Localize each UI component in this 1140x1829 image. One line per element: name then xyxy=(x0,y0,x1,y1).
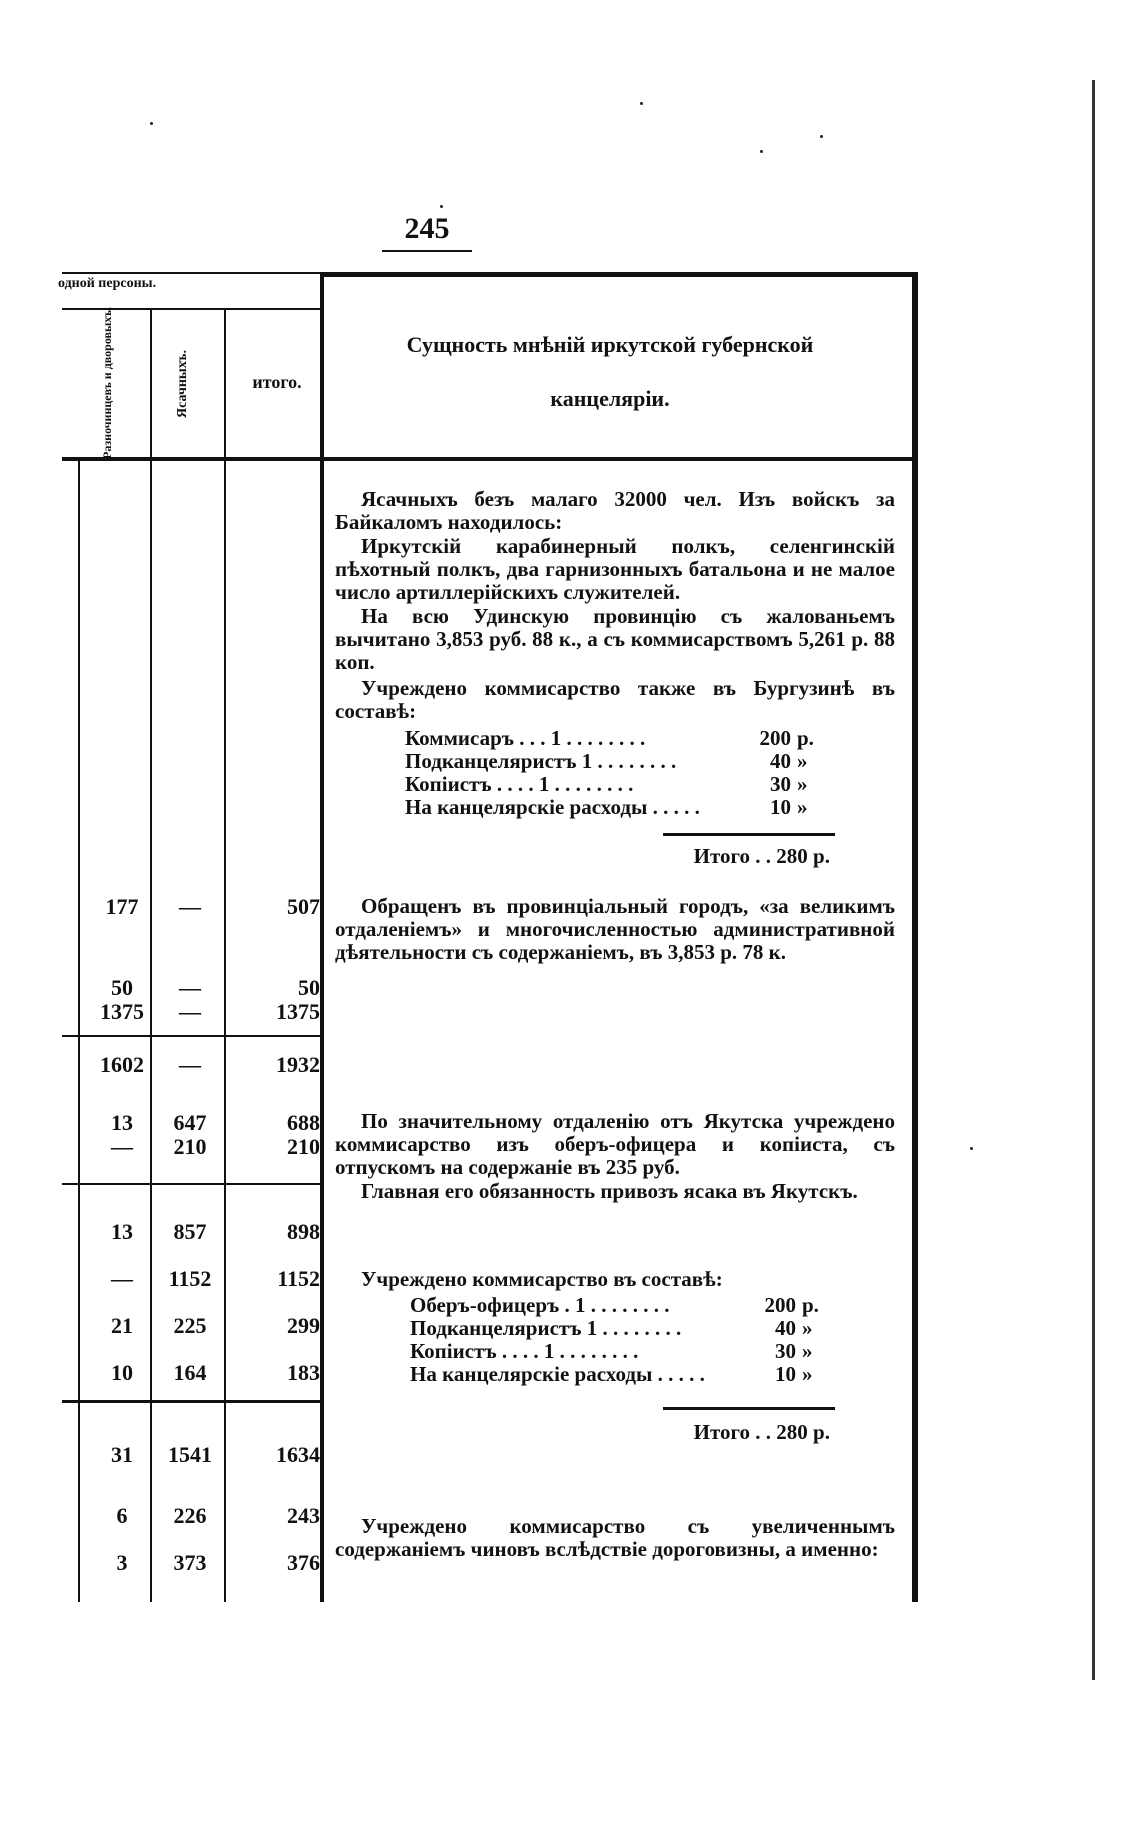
budget1-unit: » xyxy=(797,795,808,819)
row-5-c1: 13 xyxy=(111,1110,133,1135)
budget2-row xyxy=(410,1317,830,1340)
row-12-c1: 6 xyxy=(116,1503,128,1528)
row-4-c3: 1932 xyxy=(276,1052,320,1077)
row-10-c3: 183 xyxy=(287,1360,320,1385)
table-top-rule xyxy=(320,272,916,277)
budget1-amount: 40 xyxy=(770,749,791,773)
row-3-c1: 1375 xyxy=(100,999,144,1024)
divider-col1 xyxy=(150,310,152,1602)
row-3-c3: 1375 xyxy=(276,999,320,1024)
divider-col2 xyxy=(224,310,226,1602)
left-border xyxy=(78,460,80,1602)
scan-speck xyxy=(970,1147,973,1150)
budget1-amount: 30 xyxy=(770,772,791,796)
divider-text-column xyxy=(320,274,324,1602)
row-8-c3: 1152 xyxy=(277,1266,320,1291)
row-2-c3: 50 xyxy=(298,975,320,1000)
paragraph-4: Учреждено коммисарство также въ Бургузинѣ въ составѣ: xyxy=(335,676,895,723)
row-13-c3: 376 xyxy=(287,1550,320,1575)
row-6-c3: 210 xyxy=(287,1134,320,1159)
budget1-unit: р. xyxy=(797,726,814,750)
scan-speck xyxy=(760,150,763,153)
row-2-c2: — xyxy=(179,975,201,1000)
page-number-rule xyxy=(382,250,472,252)
budget-table-1 xyxy=(405,727,825,819)
total-rule-1 xyxy=(663,833,835,836)
budget2-label: На канцелярскiе расходы . . . . . xyxy=(410,1363,705,1386)
row-8-c1: — xyxy=(111,1266,133,1291)
row-7-c1: 13 xyxy=(111,1219,133,1244)
row-8-c2: 1152 xyxy=(168,1266,212,1291)
total-rule-2 xyxy=(663,1407,835,1410)
paragraph-6: По значительному отдаленiю отъ Якутска учреждено коммисарство изъ оберъ-офицера и копiиста, съ отпускомъ на содержанiе въ 235 руб. xyxy=(335,1109,895,1179)
budget2-label: Копiистъ . . . . 1 . . . . . . . . xyxy=(410,1340,639,1363)
row-12-c2: 226 xyxy=(173,1503,207,1528)
budget1-unit: » xyxy=(797,749,808,773)
row-13-c1: 3 xyxy=(116,1550,128,1575)
budget2-unit: » xyxy=(802,1316,813,1340)
budget2-amount: 30 xyxy=(775,1339,796,1363)
row-1-c2: — xyxy=(179,894,201,919)
row-9-c3: 299 xyxy=(287,1313,320,1338)
paragraph-7: Главная его обязанность привозъ ясака въ Якутскъ. xyxy=(361,1179,858,1203)
budget1-row xyxy=(405,750,825,773)
row-5-c2: 647 xyxy=(173,1110,207,1135)
paragraph-3: На всю Удинскую провинцiю съ жалованьемъ вычитано 3,853 руб. 88 к., а съ коммисарствомъ 5,261 р. 88 коп. xyxy=(335,604,895,674)
row-6-c1: — xyxy=(111,1134,133,1159)
section-rule-2 xyxy=(62,1183,320,1185)
left-header-top-rule xyxy=(62,272,320,274)
budget1-amount: 200 xyxy=(759,726,791,750)
budget1-amount: 10 xyxy=(770,795,791,819)
col3-header: итого. xyxy=(252,372,302,392)
row-10-c2: 164 xyxy=(173,1360,207,1385)
row-7-c3: 898 xyxy=(287,1219,320,1244)
budget2-row xyxy=(410,1340,830,1363)
total-1: Итого . . 280 р. xyxy=(693,844,830,868)
scan-speck xyxy=(150,122,153,125)
row-5-c3: 688 xyxy=(287,1110,320,1135)
budget1-unit: » xyxy=(797,772,808,796)
row-10-c1: 10 xyxy=(111,1360,133,1385)
scan-speck xyxy=(640,102,643,105)
budget1-row xyxy=(405,727,825,750)
budget2-amount: 200 xyxy=(764,1293,796,1317)
row-7-c2: 857 xyxy=(173,1219,207,1244)
page-number: 245 xyxy=(404,212,450,245)
col1-header: Разночинцевъ и дворовыхъ. xyxy=(100,307,114,459)
budget1-row xyxy=(405,796,825,819)
budget2-label: Оберъ-офицеръ . 1 . . . . . . . . xyxy=(410,1294,670,1317)
budget1-row xyxy=(405,773,825,796)
row-9-c2: 225 xyxy=(173,1313,207,1338)
row-6-c2: 210 xyxy=(173,1134,207,1159)
budget2-label: Подканцеляристъ 1 . . . . . . . . xyxy=(410,1317,682,1340)
right-border xyxy=(912,272,918,1602)
column-title xyxy=(330,318,890,426)
row-11-c2: 1541 xyxy=(168,1442,212,1467)
budget1-label: Копiистъ . . . . 1 . . . . . . . . xyxy=(405,773,634,796)
budget1-label: На канцелярскiе расходы . . . . . xyxy=(405,796,700,819)
budget2-amount: 40 xyxy=(775,1316,796,1340)
scan-speck xyxy=(440,205,443,208)
row-3-c2: — xyxy=(179,999,201,1024)
paragraph-9: Учреждено коммисарство съ увеличеннымъ содержанiемъ чиновъ вслѣдствiе дороговизны, а именно: xyxy=(335,1514,895,1561)
col2-header: Ясачныхъ. xyxy=(175,350,190,418)
row-12-c3: 243 xyxy=(287,1503,320,1528)
paragraph-1: Ясачныхъ безъ малаго 32000 чел. Изъ войскъ за Байкаломъ находилось: xyxy=(335,487,895,534)
budget1-label: Коммисаръ . . . 1 . . . . . . . . xyxy=(405,727,646,750)
scan-speck xyxy=(820,135,823,138)
budget2-row xyxy=(410,1294,830,1317)
budget2-unit: » xyxy=(802,1362,813,1386)
section-rule-3 xyxy=(62,1400,320,1403)
row-1-c3: 507 xyxy=(287,894,320,919)
paragraph-2: Иркутскiй карабинерный полкъ, селенгинскiй пѣхотный полкъ, два гарнизонныхъ батальона и не малое число артиллерiйскихъ служителей. xyxy=(335,534,895,604)
budget1-label: Подканцеляристъ 1 . . . . . . . . xyxy=(405,750,677,773)
page-edge xyxy=(1092,80,1095,1680)
budget2-amount: 10 xyxy=(775,1362,796,1386)
row-4-c2: — xyxy=(179,1052,201,1077)
title-line-1: Сущность мнѣнiй иркутской губернской xyxy=(406,332,814,357)
header-fragment: одной персоны. xyxy=(58,276,157,291)
budget2-unit: » xyxy=(802,1339,813,1363)
budget-table-2 xyxy=(410,1294,830,1386)
budget2-row xyxy=(410,1363,830,1386)
row-11-c3: 1634 xyxy=(276,1442,320,1467)
row-9-c1: 21 xyxy=(111,1313,133,1338)
budget2-unit: р. xyxy=(802,1293,819,1317)
row-2-c1: 50 xyxy=(111,975,133,1000)
paragraph-8: Учреждено коммисарство въ составѣ: xyxy=(361,1267,723,1291)
title-line-2: канцелярiи. xyxy=(550,386,670,411)
row-1-c1: 177 xyxy=(105,894,139,919)
row-4-c1: 1602 xyxy=(100,1052,144,1077)
total-2: Итого . . 280 р. xyxy=(693,1420,830,1444)
section-rule-1 xyxy=(62,1035,320,1037)
row-11-c1: 31 xyxy=(111,1442,133,1467)
paragraph-5: Обращенъ въ провинцiальный городъ, «за великимъ отдаленiемъ» и многочисленностью административной дѣятельности съ содержанiемъ, въ 3,853 р. 78 к. xyxy=(335,894,895,964)
row-13-c2: 373 xyxy=(173,1550,207,1575)
